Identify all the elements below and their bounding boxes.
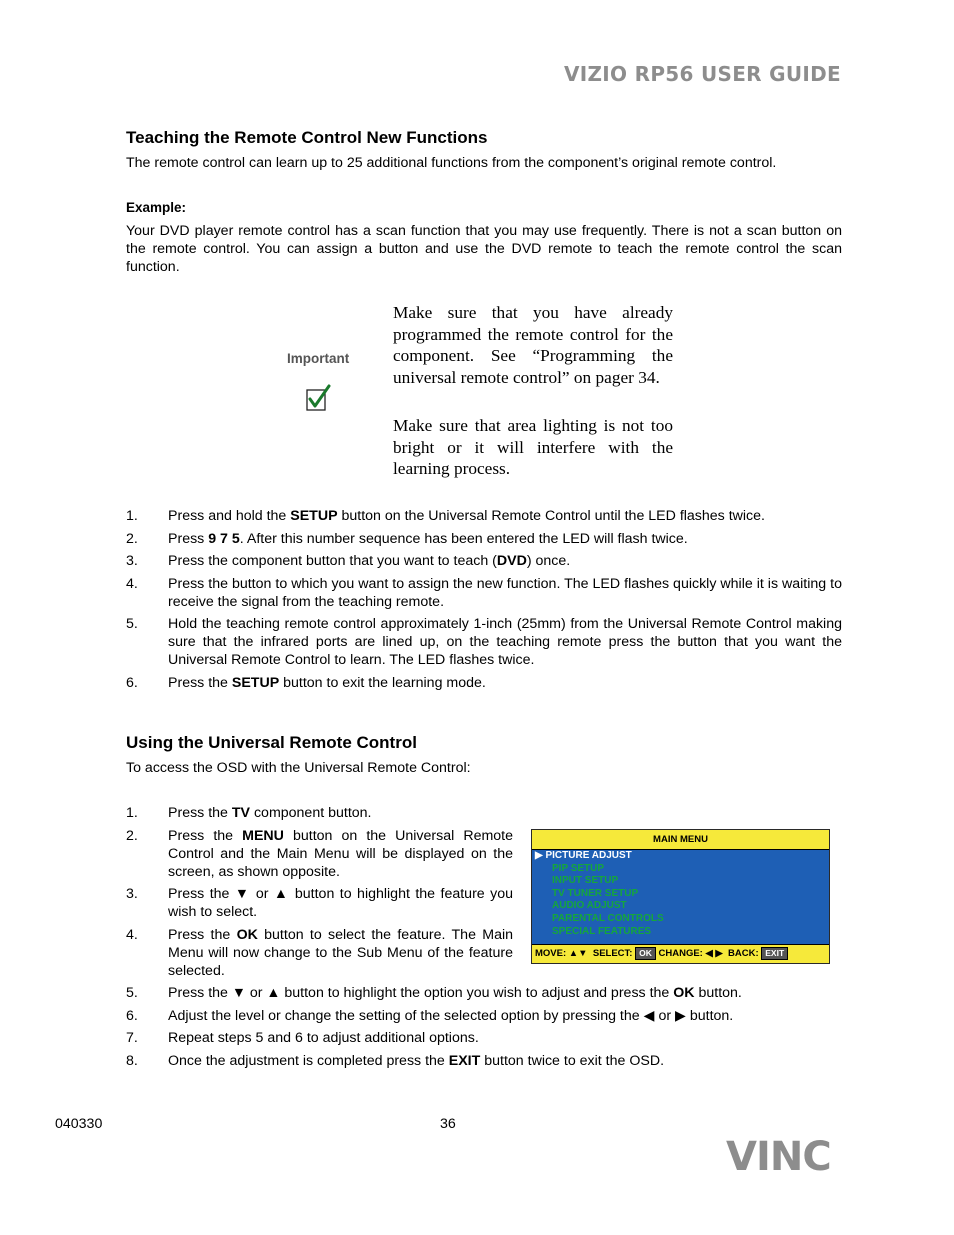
list-item: [126, 984, 842, 1002]
step-text: Adjust the level or change the setting of the selected option by pressing the ◀ or ▶ button.: [168, 1007, 734, 1024]
steps-list-teaching: [126, 507, 842, 696]
step-text: Press the: [168, 827, 243, 844]
step-text: Hold the teaching remote control approximately 1-inch (25mm) from the Universal Remote Control making sure that the infrared ports are lined up, on the teaching remote press the button that you want the Universal Remote Control to learn. The LED flashes twice.: [168, 616, 842, 668]
section-heading-teaching: Teaching the Remote Control New Functions: [126, 128, 488, 147]
important-label: Important: [287, 351, 350, 366]
step-text: Press the ▼ or ▲ button to highlight the feature you wish to select.: [168, 886, 513, 920]
steps-list-using-narrow: [126, 804, 513, 984]
step-text: ) once.: [526, 553, 571, 569]
menu-item-selected: ▶ PICTURE ADJUST: [535, 850, 632, 861]
step-text: Press the: [168, 805, 232, 821]
step-number: 6.: [126, 1007, 138, 1024]
step-text: button on the Universal Remote Control until the LED flashes twice.: [337, 508, 765, 524]
list-item: [126, 552, 842, 570]
step-number: 3.: [126, 553, 138, 569]
menu-pointer-icon: ▶: [535, 850, 546, 861]
exit-key: EXIT: [761, 947, 788, 960]
step-text: . After this number sequence has been entered the LED will flash twice.: [239, 530, 688, 547]
checkmark-icon: [304, 384, 332, 412]
example-label: Example:: [126, 200, 187, 215]
list-item: [126, 575, 842, 611]
list-item: [126, 674, 842, 692]
list-item: [126, 1007, 842, 1025]
important-text-2: Make sure that area lighting is not too bright or it will interfere with the learning process.: [393, 416, 673, 478]
step-key: SETUP: [231, 674, 280, 691]
menu-item: INPUT SETUP: [552, 875, 619, 887]
step-number: 2.: [126, 827, 138, 844]
list-item: [126, 1052, 842, 1070]
step-key: SETUP: [290, 508, 338, 524]
step-key: EXIT: [448, 1052, 481, 1069]
step-text: Repeat steps 5 and 6 to adjust additional options.: [168, 1030, 479, 1046]
section-intro-teaching: The remote control can learn up to 25 additional functions from the component’s original remote control.: [126, 155, 777, 171]
list-item: [126, 615, 842, 669]
list-item: [126, 926, 513, 980]
step-number: 5.: [126, 985, 138, 1001]
menu-footer: MOVE: ▲▼ SELECT: OK CHANGE: ◀ ▶ BACK: EXIT: [532, 944, 829, 963]
step-number: 6.: [126, 674, 138, 691]
step-text: Press the ▼ or ▲ button to highlight the option you wish to adjust and press the: [168, 985, 674, 1001]
list-item: [126, 885, 513, 921]
step-text: Press the: [168, 926, 237, 943]
step-number: 8.: [126, 1052, 138, 1069]
step-text: Press the button to which you want to assign the new function. The LED flashes quickly while it is waiting to receive the signal from the teaching remote.: [168, 575, 842, 610]
list-item: [126, 507, 842, 525]
menu-item: SPECIAL FEATURES: [552, 925, 652, 937]
step-number: 1.: [126, 508, 138, 524]
step-text: button.: [694, 985, 742, 1001]
list-item: [126, 827, 513, 881]
menu-item: PARENTAL CONTROLS: [552, 912, 664, 924]
step-key: OK: [236, 926, 258, 943]
menu-item: TV TUNER SETUP: [552, 887, 639, 899]
step-number: 2.: [126, 530, 138, 547]
step-number: 5.: [126, 616, 138, 632]
step-text: button on the Universal Remote Control and the Main Menu will be displayed on the screen, as shown opposite.: [168, 827, 513, 880]
menu-items: [535, 850, 664, 938]
step-text: Once the adjustment is completed press the: [168, 1052, 449, 1069]
step-text: button to select the feature. The Main Menu will now change to the Sub Menu of the feature selected.: [168, 926, 513, 979]
step-key: 9 7 5: [208, 530, 240, 547]
section-intro-using: To access the OSD with the Universal Remote Control:: [126, 760, 471, 776]
step-number: 1.: [126, 805, 138, 821]
menu-item: PIP SETUP: [552, 862, 605, 874]
step-number: 3.: [126, 886, 138, 902]
step-number: 4.: [126, 575, 138, 592]
header-title: VIZIO RP56 USER GUIDE: [563, 62, 841, 86]
vinc-logo: [726, 1136, 842, 1176]
list-item: [126, 1029, 842, 1047]
important-text-1: Make sure that you have already programmed the remote control for the component. See “Programming the universal remote control” on pager 34.: [393, 303, 673, 387]
step-text: button twice to exit the OSD.: [480, 1052, 665, 1069]
list-item: [126, 530, 842, 548]
section-heading-using: Using the Universal Remote Control: [126, 733, 417, 752]
step-key: OK: [673, 985, 695, 1001]
step-text: Press the: [168, 674, 232, 691]
list-item: [126, 804, 513, 822]
main-menu-screenshot: [531, 829, 830, 964]
step-text: component button.: [250, 805, 372, 821]
steps-list-using-wide: [126, 984, 842, 1074]
step-key: DVD: [496, 553, 527, 569]
step-text: button to exit the learning mode.: [279, 674, 486, 691]
menu-title: MAIN MENU: [532, 830, 829, 850]
step-text: Press: [168, 530, 209, 547]
step-key: MENU: [242, 827, 284, 844]
step-key: TV: [231, 805, 251, 821]
step-text: Press the component button that you want to teach (: [168, 553, 497, 569]
step-number: 7.: [126, 1030, 138, 1046]
menu-item: AUDIO ADJUST: [552, 900, 627, 912]
svg-text:VINC: VINC: [726, 1136, 831, 1176]
ok-key: OK: [635, 947, 656, 960]
example-text: Your DVD player remote control has a scan function that you may use frequently. There is not a scan button on the remote control. You can assign a button and use the DVD remote to teach the remote control the scan function.: [126, 223, 842, 275]
step-number: 4.: [126, 926, 138, 943]
page-number: 36: [440, 1116, 456, 1132]
document-code: 040330: [55, 1116, 103, 1132]
step-text: Press and hold the: [168, 508, 291, 524]
